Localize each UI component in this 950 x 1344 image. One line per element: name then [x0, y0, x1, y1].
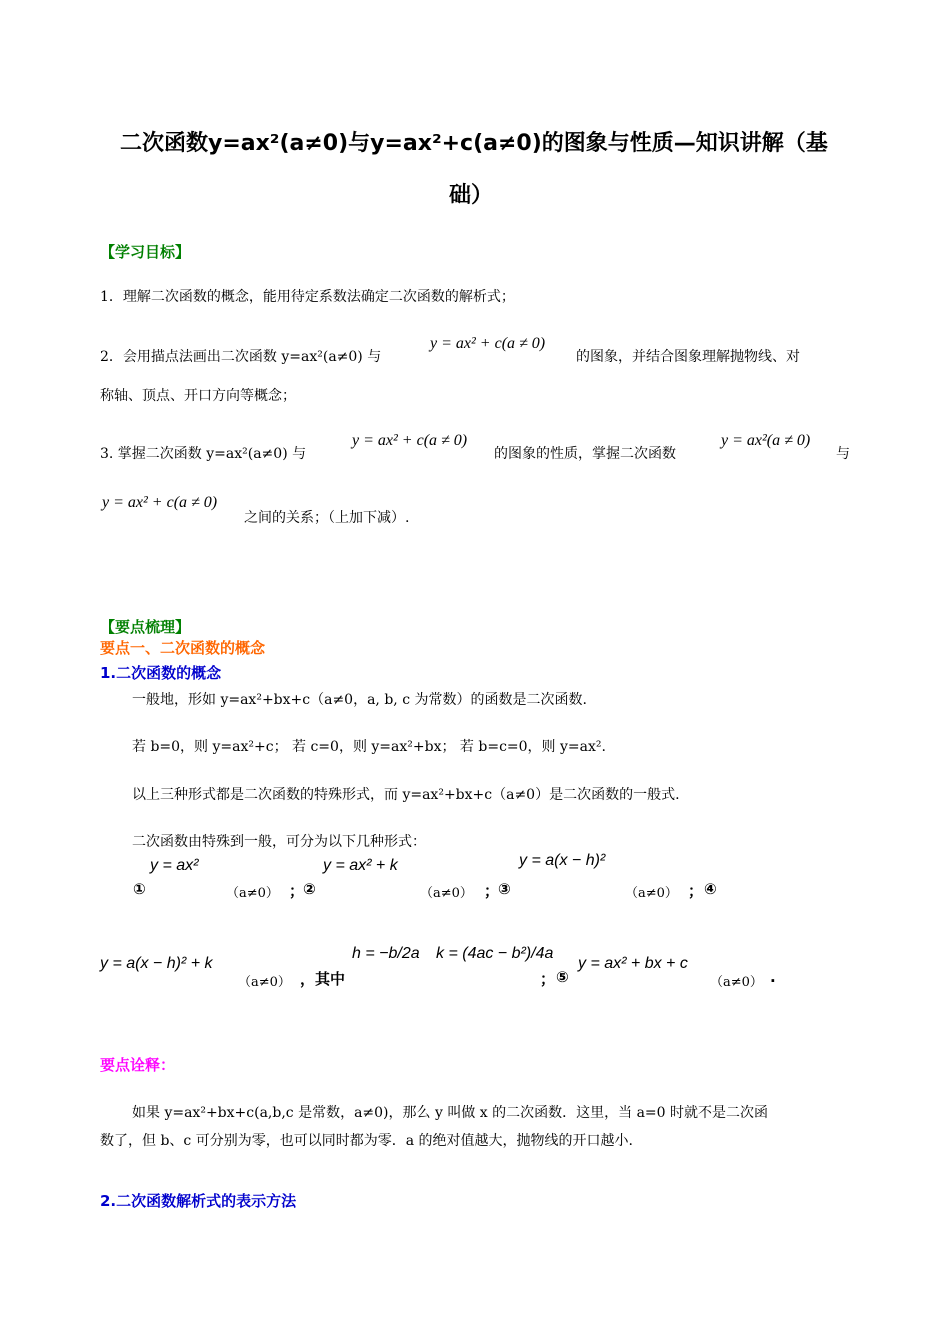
page-title-line2: 础）: [449, 183, 494, 208]
form-4-formula: y = a(x − h)² + k: [100, 955, 213, 972]
objective-item-3-formula-2: y = ax²(a ≠ 0): [721, 432, 811, 449]
form-end-period: .: [770, 968, 776, 986]
para-1: 一般地，形如 y=ax²+bx+c（a≠0，a, b, c 为常数）的函数是二次函数.: [132, 692, 587, 708]
summary-heading: 【要点梳理】: [100, 618, 191, 636]
form-4-condition: （a≠0）: [238, 975, 291, 990]
form-separator-2: ；: [484, 882, 500, 900]
form-separator-4: ；: [540, 970, 556, 988]
sub-2-heading: 2.二次函数解析式的表示方法: [100, 1192, 297, 1210]
form-2-number: ②: [303, 880, 316, 898]
para-3: 以上三种形式都是二次函数的特殊形式，而 y=ax²+bx+c（a≠0）是二次函数的一般式.: [132, 787, 680, 803]
form-3-number: ③: [498, 880, 511, 898]
para-2: 若 b=0，则 y=ax²+c； 若 c=0，则 y=ax²+bx； 若 b=c=0，则 y=ax².: [132, 739, 606, 755]
note-line-1: 如果 y=ax²+bx+c(a,b,c 是常数，a≠0)，那么 y 叫做 x 的二次函数．这里，当 a=0 时就不是二次函: [132, 1105, 769, 1121]
form-where-label: ，其中: [300, 970, 346, 988]
objective-item-1: 1．理解二次函数的概念，能用待定系数法确定二次函数的解析式；: [100, 289, 515, 305]
page-title-line1: 二次函数y=ax²(a≠0)与y=ax²+c(a≠0)的图象与性质—知识讲解（基: [120, 131, 828, 156]
form-3-formula: y = a(x − h)²: [519, 852, 606, 869]
form-2-condition: （a≠0）: [420, 886, 473, 901]
h-expression: h = −b/2a: [352, 945, 420, 962]
objective-item-3-formula-1: y = ax² + c(a ≠ 0): [352, 432, 468, 449]
note-line-2: 数了，但 b、c 可分别为零，也可以同时都为零．a 的绝对值越大，抛物线的开口越小.: [100, 1133, 633, 1149]
form-separator-1: ；: [289, 882, 305, 900]
form-5-condition: （a≠0）: [710, 975, 763, 990]
objectives-heading: 【学习目标】: [100, 243, 191, 261]
objective-item-2-text-a: 2．会用描点法画出二次函数 y=ax²(a≠0) 与: [100, 349, 382, 365]
form-5-number: ⑤: [556, 968, 569, 986]
form-separator-3: ；: [688, 882, 704, 900]
point-1-heading: 要点一、二次函数的概念: [100, 639, 266, 657]
objective-item-3-text-d: 之间的关系；（上加下减）.: [244, 510, 410, 526]
para-4: 二次函数由特殊到一般，可分为以下几种形式：: [132, 834, 426, 850]
objective-item-3-text-c: 与: [836, 446, 850, 462]
form-4-number: ④: [704, 880, 717, 898]
objective-item-3-text-b: 的图象的性质，掌握二次函数: [494, 446, 676, 462]
form-1-number: ①: [133, 880, 146, 898]
form-1-condition: （a≠0）: [226, 886, 279, 901]
objective-item-2-text-b: 的图象，并结合图象理解抛物线、对: [576, 349, 800, 365]
sub-1-heading: 1.二次函数的概念: [100, 664, 222, 682]
objective-item-3-text-a: 3. 掌握二次函数 y=ax²(a≠0) 与: [100, 446, 307, 462]
form-1-formula: y = ax²: [150, 857, 199, 874]
form-3-condition: （a≠0）: [625, 886, 678, 901]
objective-item-2-formula: y = ax² + c(a ≠ 0): [430, 335, 546, 352]
note-heading: 要点诠释：: [100, 1056, 176, 1074]
form-2-formula: y = ax² + k: [323, 857, 398, 874]
form-5-formula: y = ax² + bx + c: [578, 955, 688, 972]
objective-item-2-text-c: 称轴、顶点、开口方向等概念；: [100, 388, 296, 404]
k-expression: k = (4ac − b²)/4a: [436, 945, 554, 962]
objective-item-3-formula-3: y = ax² + c(a ≠ 0): [102, 494, 218, 511]
